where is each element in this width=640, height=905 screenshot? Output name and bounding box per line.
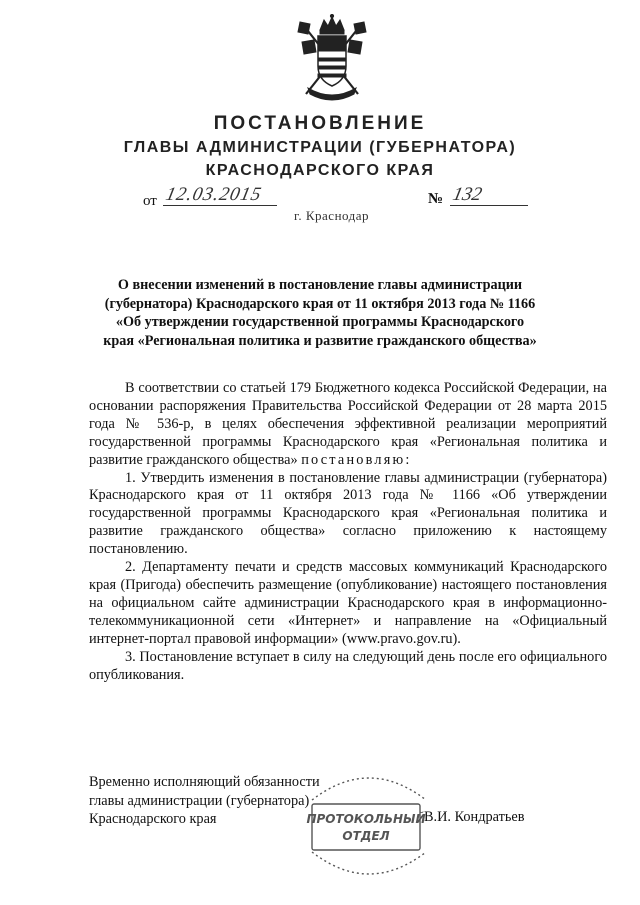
subject-line: края «Региональная политика и развитие гражданского общества»	[103, 332, 537, 349]
resolve-word: постановляю:	[301, 451, 412, 468]
subject-line: (губернатора) Краснодарского края от 11 октября 2013 года № 1166	[104, 295, 536, 312]
handwritten-date: 12.03.2015	[163, 184, 264, 205]
stamp-line1: ПРОТОКОЛЬНЫЙ	[306, 812, 426, 826]
number-label: №	[428, 191, 444, 207]
subject-line: О внесении изменений в постановление главы администрации	[117, 277, 523, 293]
preamble-paragraph	[89, 380, 607, 470]
issuing-authority-line1: ГЛАВЫ АДМИНИСТРАЦИИ (ГУБЕРНАТОРА)	[123, 139, 517, 156]
protocol-department-stamp	[302, 760, 436, 880]
document-type-title: ПОСТАНОВЛЕНИЕ	[213, 113, 427, 134]
issuing-authority-line2: КРАСНОДАРСКОГО КРАЯ	[205, 162, 435, 179]
subject-line: «Об утверждении государственной программы Краснодарского	[115, 314, 525, 330]
handwritten-number: 132	[450, 184, 484, 205]
item-1-paragraph: 1. Утвердить изменения в постановление главы администрации (губернатора) Краснодарского края от 11 октября 2013 года № 1166 «Об утверждении государственной программы Краснодарского края «Региональная политика и развитие гражданского общества» согласно приложению к настоящему постановлению.	[89, 469, 607, 558]
item-2-paragraph: 2. Департаменту печати и средств массовых коммуникаций Краснодарского края (Пригода) обеспечить размещение (опубликование) настоящего постановления на официальном сайте администрации Краснодарского края в информационно-телекоммуникационной сети «Интернет» и направление на «Официальный интернет-портал правовой информации» (www.pravo.gov.ru).	[89, 559, 607, 647]
stamp-line2: ОТДЕЛ	[342, 829, 390, 843]
resolution-subject	[80, 276, 560, 350]
krasnodar-coat-of-arms-icon	[296, 14, 368, 104]
signer-name: В.И. Кондратьев	[424, 809, 525, 825]
item-3-paragraph: 3. Постановление вступает в силу на следующий день после его официального опубликования.	[89, 648, 607, 683]
signer-position-line: главы администрации (губернатора)	[89, 792, 310, 809]
date-label: от	[143, 193, 157, 209]
signer-position	[89, 773, 320, 829]
city-label: г. Краснодар	[294, 208, 370, 223]
resolution-body	[89, 380, 607, 684]
signer-position-line: Временно исполняющий обязанности	[89, 774, 320, 790]
signer-position-line: Краснодарского края	[89, 811, 217, 827]
preamble-text: В соответствии со статьей 179 Бюджетного кодекса Российской Федерации, на основании распоряжения Правительства Российской Федерации от 28 марта 2015 года № 536-р, в целях обеспечения эффективной реализации мероприятий государственной программы Краснодарского края «Региональная политика и развитие гражданского общества»	[89, 380, 607, 468]
